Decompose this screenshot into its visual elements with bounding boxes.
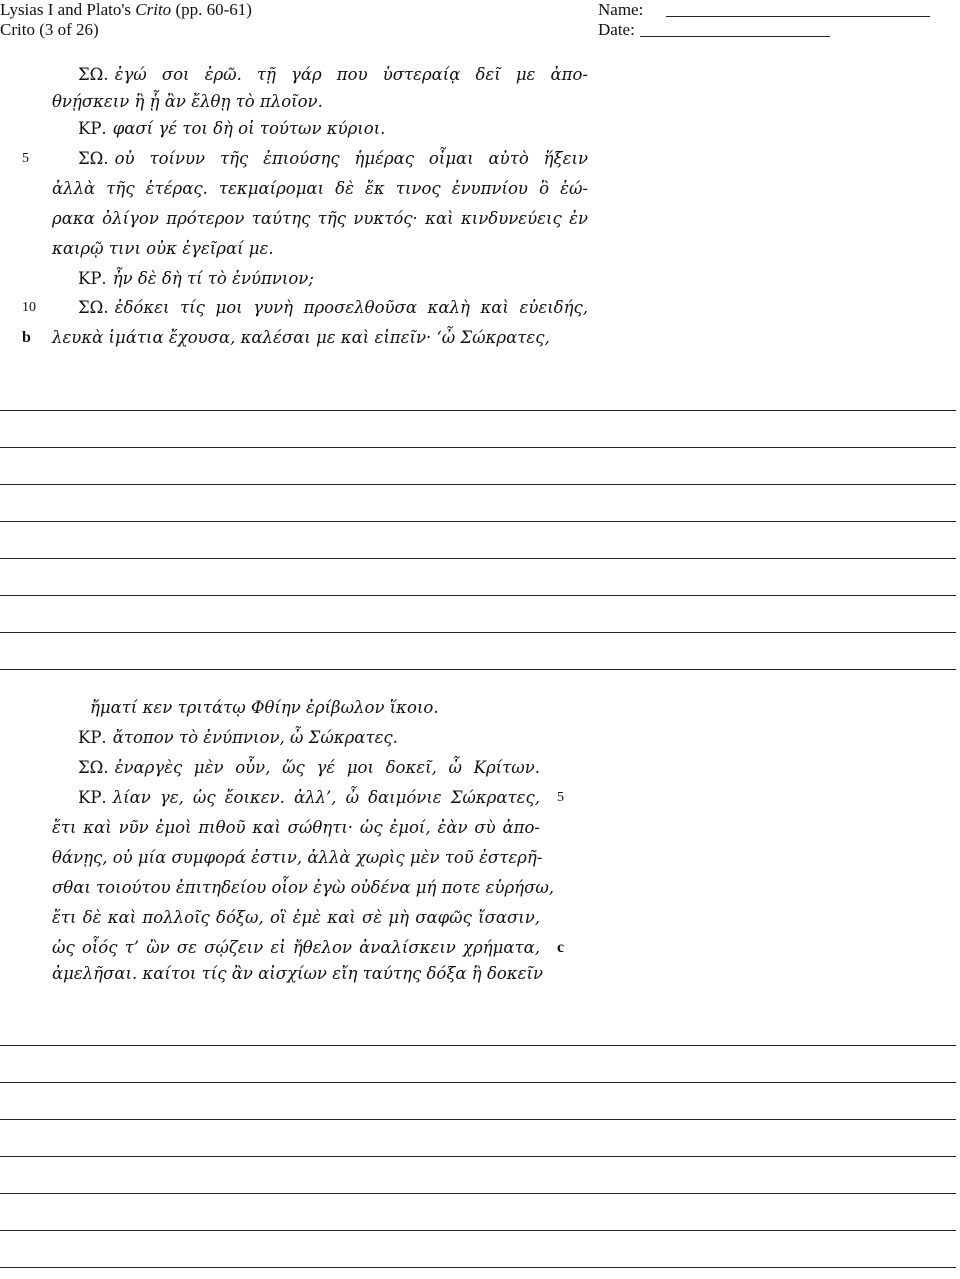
greek-line	[52, 938, 540, 958]
greek-text: ἐναργὲς μὲν οὖν, ὥς γέ μοι δοκεῖ, ὦ Κρίτων.	[114, 758, 540, 777]
greek-text: σθαι τοιούτου ἐπιτηδείου οἷον ἐγὼ οὐδένα μή ποτε εὑρήσω,	[52, 878, 555, 897]
date-field-line[interactable]	[640, 36, 830, 37]
translation-line[interactable]	[0, 1119, 956, 1120]
translation-line[interactable]	[0, 410, 956, 411]
greek-line	[52, 818, 540, 838]
translation-line[interactable]	[0, 447, 956, 448]
greek-line	[78, 788, 540, 808]
translation-line[interactable]	[0, 558, 956, 559]
greek-line	[78, 298, 588, 318]
greek-text: θάνῃς, οὐ μία συμφορά ἐστιν, ἀλλὰ χωρὶς μὲν τοῦ ἐστερῆ-	[52, 848, 543, 867]
translation-line[interactable]	[0, 1045, 956, 1046]
document-title: Lysias I and Plato's Crito (pp. 60-61)	[0, 0, 252, 19]
date-label: Date:	[598, 20, 635, 39]
greek-text: ὡς οἷός τ’ ὢν σε σῴζειν εἰ ἤθελον ἀναλίσκειν χρήματα,	[52, 938, 540, 957]
greek-text: ἦν δὲ δὴ τί τὸ ἐνύπνιον;	[112, 269, 314, 288]
greek-line	[78, 269, 314, 289]
translation-line[interactable]	[0, 669, 956, 670]
translation-line[interactable]	[0, 484, 956, 485]
greek-text: ἔτι δὲ καὶ πολλοῖς δόξω, οἳ ἐμὲ καὶ σὲ μὴ σαφῶς ἴσασιν,	[52, 908, 540, 927]
greek-text: ρακα ὀλίγον πρότερον ταύτης τῆς νυκτός· καὶ κινδυνεύεις ἐν	[52, 209, 588, 228]
greek-text: καιρῷ τινι οὐκ ἐγεῖραί με.	[52, 239, 274, 258]
greek-line	[52, 239, 274, 259]
greek-line	[78, 149, 588, 169]
name-label: Name:	[598, 0, 644, 19]
greek-text: ἔτι καὶ νῦν ἐμοὶ πιθοῦ καὶ σώθητι· ὡς ἐμοί, ἐὰν σὺ ἀπο-	[52, 818, 540, 837]
speaker-label: ΚΡ.	[78, 728, 107, 747]
speaker-label: ΣΩ.	[78, 758, 109, 777]
greek-line	[78, 65, 588, 85]
margin-reference: 10	[22, 300, 36, 315]
greek-line	[52, 179, 588, 199]
greek-line	[52, 328, 550, 348]
speaker-label: ΣΩ.	[78, 65, 109, 84]
greek-text: λευκὰ ἱμάτια ἔχουσα, καλέσαι με καὶ εἰπεῖν· ‘ὦ Σώκρατες,	[52, 328, 550, 347]
margin-reference: c	[557, 939, 565, 956]
greek-text: φασί γέ τοι δὴ οἱ τούτων κύριοι.	[112, 119, 386, 138]
greek-line	[52, 964, 543, 984]
greek-line	[78, 758, 540, 778]
greek-line	[90, 698, 439, 718]
greek-text: ἐδόκει τίς μοι γυνὴ προσελθοῦσα καλὴ καὶ εὐειδής,	[114, 298, 588, 317]
speaker-label: ΚΡ.	[78, 788, 107, 807]
greek-line	[78, 119, 385, 139]
translation-line[interactable]	[0, 1156, 956, 1157]
greek-text: ἤματί κεν τριτάτῳ Φθίην ἐρίβωλον ἵκοιο.	[90, 698, 439, 717]
greek-text: οὐ τοίνυν τῆς ἐπιούσης ἡμέρας οἶμαι αὐτὸ ἥξειν	[114, 149, 588, 168]
speaker-label: ΚΡ.	[78, 269, 107, 288]
greek-line	[52, 848, 543, 868]
margin-reference: 5	[557, 790, 564, 805]
translation-line[interactable]	[0, 1082, 956, 1083]
greek-line	[52, 878, 555, 898]
translation-line[interactable]	[0, 595, 956, 596]
margin-reference: b	[22, 329, 31, 346]
greek-text: ἐγώ σοι ἐρῶ. τῇ γάρ που ὑστεραίᾳ δεῖ με ἀπο-	[114, 65, 588, 84]
translation-line[interactable]	[0, 632, 956, 633]
translation-line[interactable]	[0, 1193, 956, 1194]
speaker-label: ΚΡ.	[78, 119, 107, 138]
speaker-label: ΣΩ.	[78, 298, 109, 317]
greek-line	[78, 728, 398, 748]
speaker-label: ΣΩ.	[78, 149, 109, 168]
greek-line	[52, 209, 588, 229]
greek-line	[52, 908, 540, 928]
translation-line[interactable]	[0, 521, 956, 522]
name-field-line[interactable]	[666, 16, 930, 17]
greek-text: λίαν γε, ὡς ἔοικεν. ἀλλ’, ὦ δαιμόνιε Σώκρατες,	[112, 788, 540, 807]
greek-line	[52, 92, 323, 112]
translation-line[interactable]	[0, 1267, 956, 1268]
margin-reference: 5	[22, 151, 29, 166]
translation-line[interactable]	[0, 1230, 956, 1231]
greek-text: ἀλλὰ τῆς ἑτέρας. τεκμαίρομαι δὲ ἔκ τινος ἐνυπνίου ὃ ἑώ-	[52, 179, 588, 198]
greek-text: θνῄσκειν ἢ ᾗ ἂν ἔλθῃ τὸ πλοῖον.	[52, 92, 323, 111]
greek-text: ἄτοπον τὸ ἐνύπνιον, ὦ Σώκρατες.	[112, 728, 398, 747]
document-subtitle: Crito (3 of 26)	[0, 20, 99, 39]
greek-text: ἀμελῆσαι. καίτοι τίς ἂν αἰσχίων εἴη ταύτης δόξα ἢ δοκεῖν	[52, 964, 543, 983]
